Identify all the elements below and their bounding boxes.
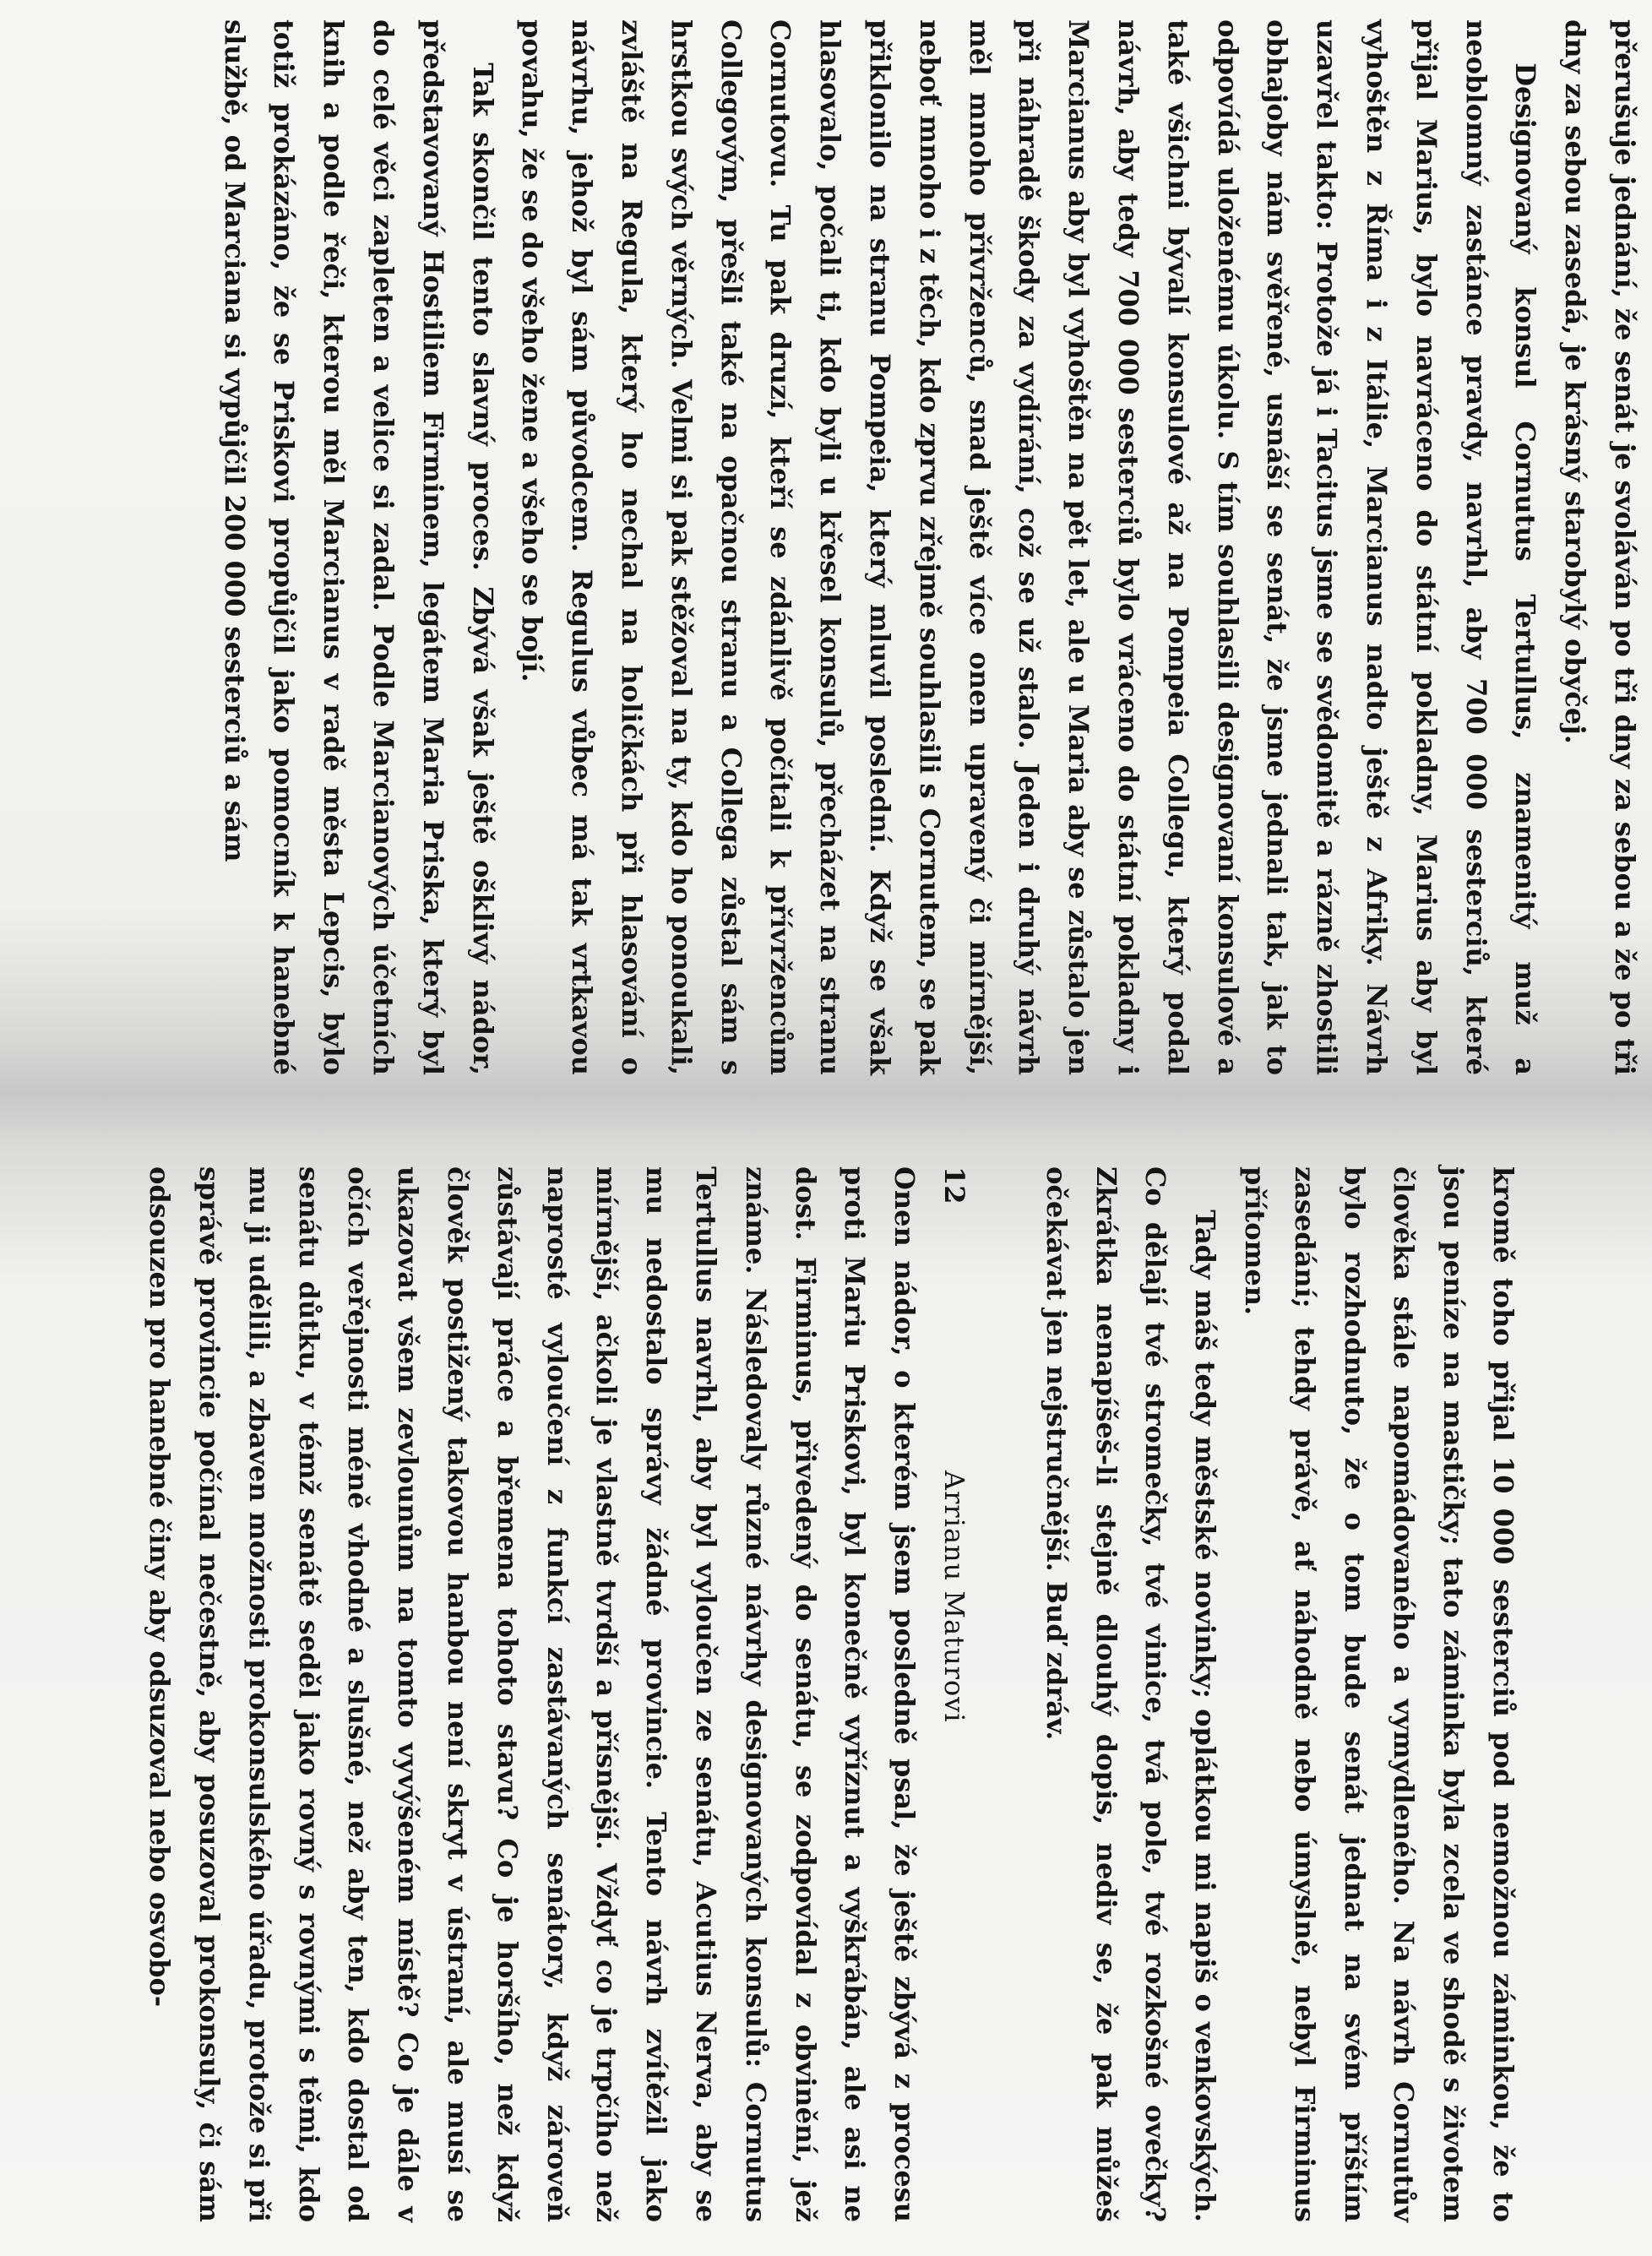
- top-page-text: [53, 19, 1649, 1075]
- top-paragraph-3: Tak skončil tento slavný proces. Zbývá však ještě ošklivý nádor, představovaný Hostiliem Firminem, legátem Maria Priska, který byl do celé věci zapleten a velice si zadal. Podle Marcianových účetních knih a podle řeči, kterou měl Marcianus v radě města Lepcis, bylo totiž prokázáno, že se Priskovi propůjčil jako pomocník k hanebné službě, od Marciana si vypůjčil 200 000 sesterciů a sám: [218, 19, 499, 1075]
- top-paragraph-2: Designovaný konsul Cornutus Tertullus, znamenitý muž a neoblomný zastánce pravdy, navrhl, aby 700 000 sesterciů, které přijal Marius, bylo navráceno do státní pokladny, Marius aby byl vyhoštěn z Říma i z Itálie, Marcianus nadto ještě z Afriky. Návrh uzavřel takto: Protože já i Tacitus jsme se svědomitě a rázně zhostili obhajoby nám svěřené, usnáší se senát, že jsme jednali tak, jak to odpovídá uloženému úkolu. S tím souhlasili designovaní konsulové a také všichni bývalí konsulové až na Pompeia Collegu, který podal návrh, aby tedy 700 000 sesterciů bylo vráceno do státní pokladny i Marcianus aby byl vyhoštěn na pět let, ale u Maria aby se zůstalo jen při náhradě škody za vydírání, což se už stalo. Jeden i druhý návrh měl mnoho přívrženců, snad ještě více onen upravený či mírnější, neboť mnoho i z těch, kdo zprvu zřejmě souhlasili s Cornutem, se pak přiklonilo na stranu Pompeia, který mluvil poslední. Když se však hlasovalo, počali ti, kdo byli u křesel konsulů, přecházet na stranu Cornutovu. Tu pak druzí, kteří se zdánlivě počítali k přívržencům Collegovým, přešli také na opačnou stranu a Collega zůstal sám s hrstkou svých věrných. Velmi si pak stěžoval na ty, kdo ho ponoukali, zvláště na Regula, který ho nechal na holičkách při hlasování o návrhu, jehož byl sám původcem. Regulus vůbec má tak vrtkavou povahu, že se do všeho žene a všeho se bojí.: [516, 19, 1542, 1075]
- bottom-paragraph-2: Tady máš tedy městské novinky; oplátkou mi napiš o venkovských. Co dělají tvé stromečky, tvé vinice, tvá pole, tvé rozkošné ovečky? Zkrátka nenapíšeš-li stejně dlouhý dopis, nediv se, že pak můžeš očekávat jen nejstručnější. Buď zdráv.: [1040, 1166, 1222, 2222]
- letter-number: 12: [938, 1166, 971, 1204]
- letter-paragraph-1: Onen nádor, o kterém jsem posledně psal, že ještě zbývá z procesu proti Mariu Priskovi, byl konečně vyříznut a vyškrábán, ale asi ne dost. Firminus, přivedený do senátu, se zodpovídal z obvinění, jež známe. Následovaly různé návrhy designovaných konsulů: Cornutus Tertullus navrhl, aby byl vyloučen ze senátu, Acutius Nerva, aby se mu nedostalo správy žádné provincie. Tento návrh zvítězil jako mírnější, ačkoli je vlastně tvrdší a přísnější. Vždyť co je trpčího než naprosté vyloučení z funkcí zastávaných senátory, když zároveň zůstávají práce a břemena tohoto stavu? Co je horšího, než když člověk postižený takovou hanbou není skryt v ústraní, ale musí se ukazovat všem zevlounům na tomto vyvýšeném místě? Co je dále v očích veřejnosti méně vhodné a slušné, než aby ten, kdo dostal od senátu důtku, v témž senátě seděl jako rovný s rovnými s těmi, kdo mu ji udělili, a zbaven možnosti prokonsulského úřadu, protože si při správě provincie počínal nečestně, aby posuzoval prokonsuly, či sám odsouzen pro hanebné činy aby odsuzoval nebo osvobo-: [144, 1166, 921, 2222]
- letter-addressee: Arrianu Maturovi: [938, 1470, 971, 1723]
- letter-heading: [929, 1166, 979, 2222]
- bottom-page-text: [0, 1166, 1528, 2222]
- top-paragraph-1: přerušuje jednání, že senát je svoláván po tři dny za sebou a že po tři dny za sebou zasedá, je krásný starobylý obyčej.: [1559, 19, 1641, 1075]
- bottom-paragraph-1: kromě toho přijal 10 000 sesterciů pod nemožnou záminkou, že to jsou peníze na mastičky; tato záminka byla zcela ve shodě s životem člověka stále napomádovaného a vymydleného. Na návrh Cornutův bylo rozhodnuto, že o tom bude senát jednat na svém příštím zasedání; tehdy právě, ať náhodně nebo úmyslně, nebyl Firminus přítomen.: [1239, 1166, 1519, 2222]
